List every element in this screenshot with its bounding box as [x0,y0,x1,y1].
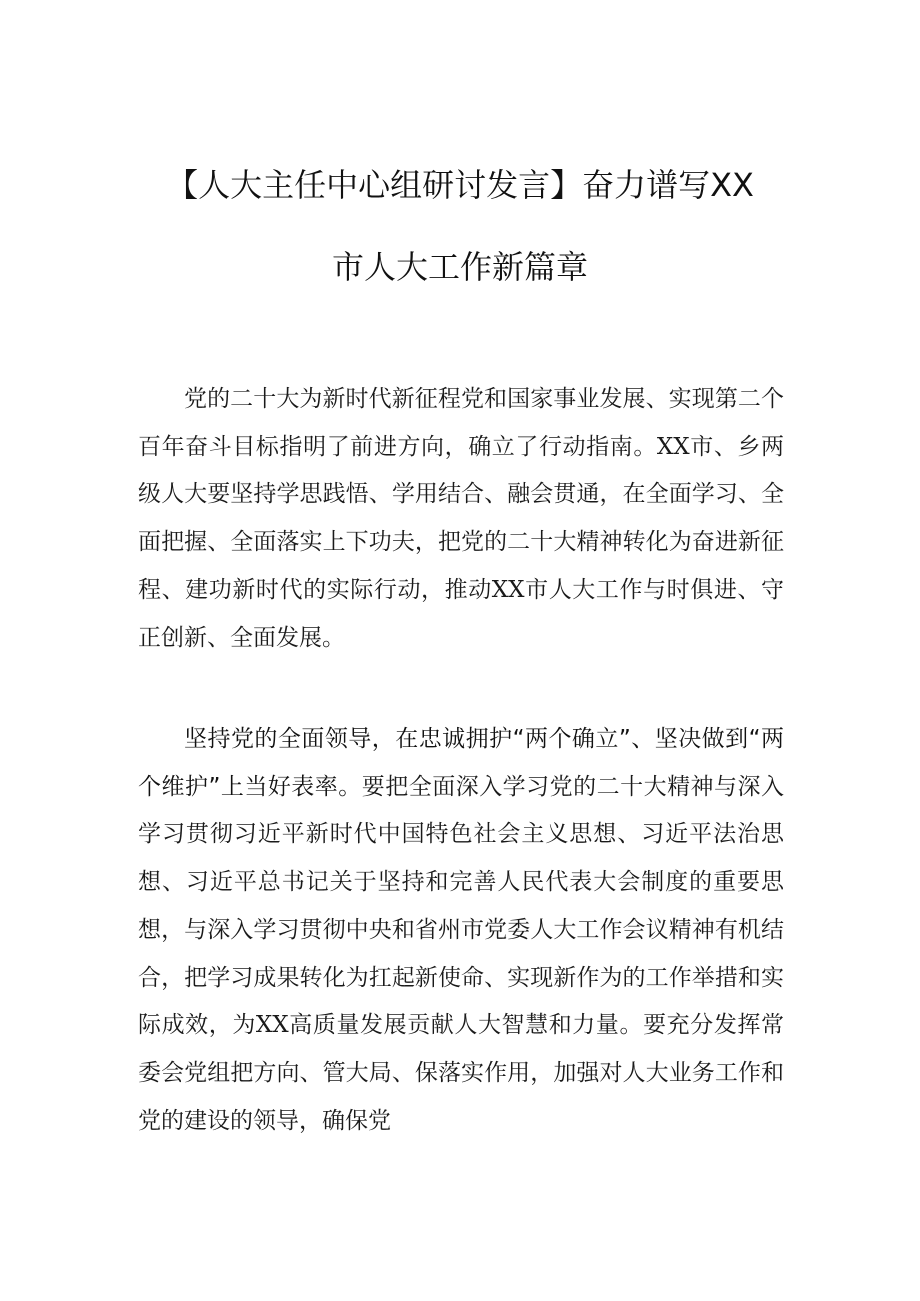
paragraph-2-heading: 坚持党的全面领导，在忠诚拥护“两个确立”、坚决做到“两个维护”上当好表率。 [138,726,784,800]
paragraph-2-text: 要把全面深入学习党的二十大精神与深入学习贯彻习近平新时代中国特色社会主义思想、习近平法治思想、习近平总书记关于坚持和完善人民代表大会制度的重要思想，与深入学习贯彻中央和省州市党委人大工作会议精神有机结合，把学习成果转化为扛起新使命、实现新作为的工作举措和实际成效，为XX高质量发展贡献人大智慧和力量。要充分发挥常委会党组把方向、管大局、保落实作用，加强对人大业务工作和党的建设的领导，确保党 [138,773,784,1134]
document-title-line-2: 市人大工作新篇章 [331,248,588,286]
body-paragraph-1 [138,376,784,662]
body-paragraph-2 [138,716,784,1145]
document-title-line-1: 【人大主任中心组研讨发言】奋力谱写XX [166,166,754,204]
paragraph-1-text: 党的二十大为新时代新征程党和国家事业发展、实现第二个百年奋斗目标指明了前进方向，确立了行动指南。XX市、乡两级人大要坚持学思践悟、学用结合、融会贯通，在全面学习、全面把握、全面落实上下功夫，把党的二十大精神转化为奋进新征程、建功新时代的实际行动，推动XX市人大工作与时俱进、守正创新、全面发展。 [138,386,784,651]
